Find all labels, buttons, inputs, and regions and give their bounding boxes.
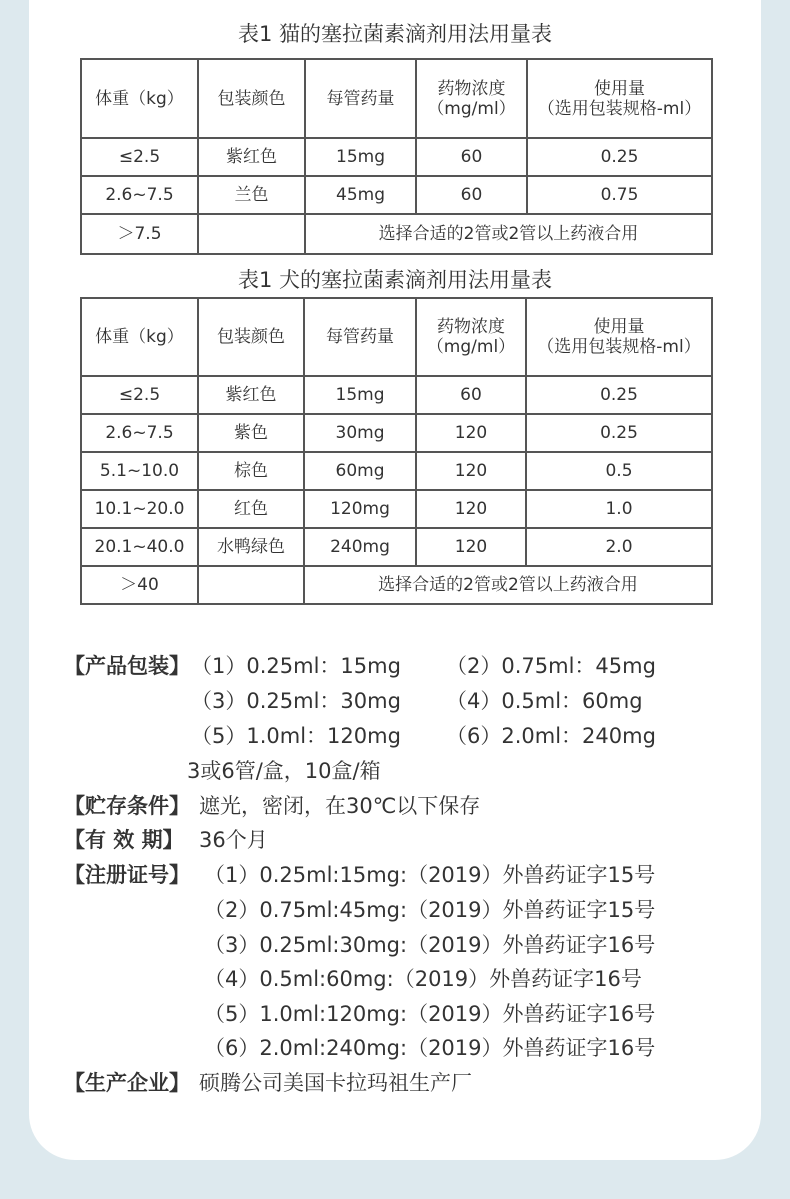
cell-weight: ≤2.5 (81, 376, 198, 414)
header-color: 包装颜色 (198, 298, 304, 376)
cell-dose: 30mg (304, 414, 416, 452)
header-dose: 每管药量 (305, 59, 416, 138)
cell-note: 选择合适的2管或2管以上药液合用 (305, 214, 712, 254)
cell-color: 紫色 (198, 414, 304, 452)
cell-usage: 0.25 (526, 414, 712, 452)
packaging-label: 【产品包装】 (64, 654, 190, 678)
cell-note: 选择合适的2管或2管以上药液合用 (304, 566, 712, 604)
header-dose: 每管药量 (304, 298, 416, 376)
cell-concentration: 120 (416, 490, 526, 528)
table-row (81, 528, 712, 566)
packaging-item: （1）0.25ml：15mg (191, 654, 401, 678)
registration-item: （3）0.25ml:30mg:（2019）外兽药证字16号 (204, 933, 656, 957)
registration-item: （1）0.25ml:15mg:（2019）外兽药证字15号 (204, 863, 656, 887)
cell-concentration: 120 (416, 528, 526, 566)
cell-weight: ≤2.5 (81, 138, 198, 176)
cell-usage: 0.75 (527, 176, 712, 214)
cell-usage: 1.0 (526, 490, 712, 528)
packaging-item: （5）1.0ml：120mg (191, 724, 401, 748)
cell-usage: 0.25 (527, 138, 712, 176)
cell-weight: ＞7.5 (81, 214, 198, 254)
header-weight: 体重（kg） (81, 59, 198, 138)
cell-color: 棕色 (198, 452, 304, 490)
table-row (81, 376, 712, 414)
cell-weight: 20.1~40.0 (81, 528, 198, 566)
cell-color (198, 566, 304, 604)
cell-dose: 15mg (305, 138, 416, 176)
validity-value: 36个月 (199, 828, 268, 852)
header-usage: 使用量 （选用包装规格-ml） (527, 59, 712, 138)
cell-dose: 120mg (304, 490, 416, 528)
cell-color: 兰色 (198, 176, 305, 214)
cell-concentration: 120 (416, 452, 526, 490)
dog-dosage-table (80, 297, 713, 605)
cell-color (198, 214, 305, 254)
storage-label: 【贮存条件】 (64, 794, 190, 818)
cell-usage: 2.0 (526, 528, 712, 566)
table-header-row (81, 59, 712, 138)
table-row (81, 138, 712, 176)
header-weight: 体重（kg） (81, 298, 198, 376)
cell-concentration: 120 (416, 414, 526, 452)
cell-usage: 0.25 (526, 376, 712, 414)
table-header-row (81, 298, 712, 376)
header-usage: 使用量 （选用包装规格-ml） (526, 298, 712, 376)
registration-item: （6）2.0ml:240mg:（2019）外兽药证字16号 (204, 1036, 656, 1060)
registration-label: 【注册证号】 (64, 863, 190, 887)
packaging-item: （6）2.0ml：240mg (446, 724, 656, 748)
header-color: 包装颜色 (198, 59, 305, 138)
cell-dose: 60mg (304, 452, 416, 490)
table-row (81, 490, 712, 528)
cell-usage: 0.5 (526, 452, 712, 490)
packaging-item: （3）0.25ml：30mg (191, 689, 401, 713)
table-row (81, 566, 712, 604)
registration-item: （5）1.0ml:120mg:（2019）外兽药证字16号 (204, 1002, 656, 1026)
cell-color: 红色 (198, 490, 304, 528)
dog-table-title: 表1 犬的塞拉菌素滴剂用法用量表 (237, 268, 553, 292)
header-concentration: 药物浓度 （mg/ml） (416, 59, 527, 138)
cat-dosage-table (80, 58, 713, 255)
storage-value: 遮光，密闭，在30℃以下保存 (199, 794, 481, 818)
validity-label: 【有 效 期】 (64, 828, 184, 852)
registration-item: （2）0.75ml:45mg:（2019）外兽药证字15号 (204, 898, 656, 922)
cell-concentration: 60 (416, 376, 526, 414)
table-row (81, 176, 712, 214)
cell-dose: 15mg (304, 376, 416, 414)
table-row (81, 214, 712, 254)
cell-weight: 10.1~20.0 (81, 490, 198, 528)
cell-weight: ＞40 (81, 566, 198, 604)
table-row (81, 452, 712, 490)
manufacturer-value: 硕腾公司美国卡拉玛祖生产厂 (199, 1071, 472, 1095)
manufacturer-label: 【生产企业】 (64, 1071, 190, 1095)
cell-concentration: 60 (416, 176, 527, 214)
cell-weight: 2.6~7.5 (81, 414, 198, 452)
cell-dose: 45mg (305, 176, 416, 214)
cell-color: 紫红色 (198, 138, 305, 176)
cell-concentration: 60 (416, 138, 527, 176)
cell-color: 水鸭绿色 (198, 528, 304, 566)
table-row (81, 414, 712, 452)
cell-dose: 240mg (304, 528, 416, 566)
packaging-summary: 3或6管/盒，10盒/箱 (187, 759, 381, 783)
cat-table-title: 表1 猫的塞拉菌素滴剂用法用量表 (237, 22, 553, 46)
cell-weight: 5.1~10.0 (81, 452, 198, 490)
cell-weight: 2.6~7.5 (81, 176, 198, 214)
packaging-item: （4）0.5ml：60mg (446, 689, 643, 713)
registration-item: （4）0.5ml:60mg:（2019）外兽药证字16号 (204, 967, 642, 991)
header-concentration: 药物浓度 （mg/ml） (416, 298, 526, 376)
packaging-item: （2）0.75ml：45mg (446, 654, 656, 678)
cell-color: 紫红色 (198, 376, 304, 414)
